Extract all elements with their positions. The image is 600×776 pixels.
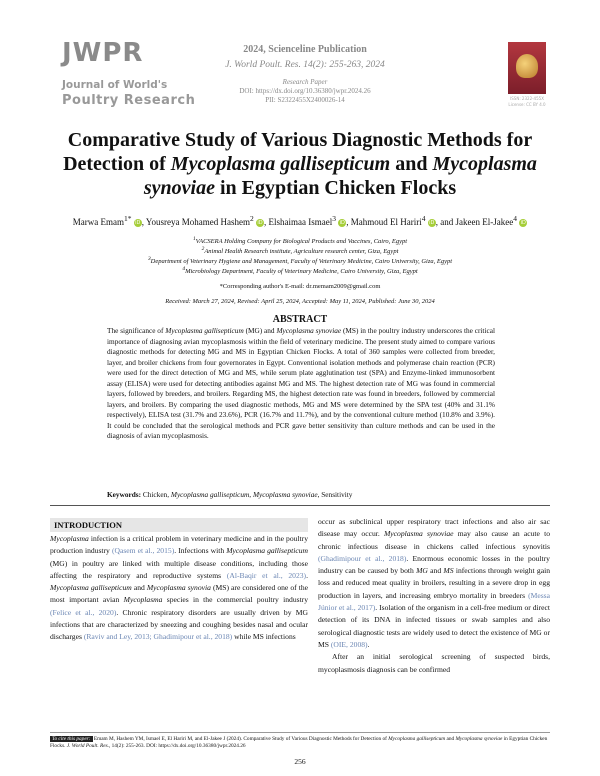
body-text: (MS) are considered one of the most important avian	[50, 583, 309, 605]
affiliation-text: VACSERA Holding Company for Biological Products and Vaccines, Cairo, Egypt	[195, 238, 408, 246]
orcid-icon[interactable]: iD	[520, 219, 526, 226]
species-name: Mycoplasma gallisepticum	[226, 546, 308, 556]
author-sup: 2	[250, 214, 254, 223]
body-text: species in the commercial poultry industry	[162, 595, 309, 605]
journal-logo-name	[62, 78, 195, 108]
citation-link[interactable]: (Felice et al., 2020)	[50, 607, 117, 617]
body-text: . Enormous economic losses in the poultry industry can be caused by both	[318, 553, 550, 576]
citation-link[interactable]: (Qasem et al., 2015)	[111, 546, 175, 556]
footer-species: Mycoplasma synoviae	[455, 736, 503, 742]
journal-citation: J. World Poult. Res. 14(2): 255-263, 2024	[225, 60, 385, 70]
species-name: Mycoplasma synovia	[146, 583, 211, 593]
affiliation-text: Animal Health Research institute, Agriculture research center, Giza, Egypt	[204, 248, 399, 256]
title-species: synoviae	[143, 177, 215, 199]
keyword-sep: ,	[249, 490, 253, 499]
title-line-1: Comparative Study of Various Diagnostic Methods for	[67, 129, 533, 151]
page-number: 256	[294, 757, 306, 766]
publication-dates: Received: March 27, 2024, Revised: April 25, 2024, Accepted: May 11, 2024, Published: June 30, 2024	[165, 298, 435, 305]
body-text: . Chronic respiratory disorders are usually driven by MG infections that are characterized by sneezing and coughing besides nasal and ocular discharges	[50, 607, 308, 642]
journal-cover-image	[508, 42, 546, 94]
affiliation	[40, 236, 560, 245]
abstract-text: (MS) in the poultry industry underscores the critical importance of diagnosing avian mycoplasmosis within the field of veterinary medicine. The present study aimed to compare various diagnostic methods for detecting MG and MS in Egyptian Chicken Flocks. A total of 360 samples were collected from breeder, layer, and broiler chickens from four governorates in Egypt. Conventional isolation methods and polymerase chain reaction (PCR) were used for the direct detection of MG and MS, while serum plate agglutination test (SPA) and Enzyme-linked immunosorbent assay (ELISA) were used for detecting antibodies against MG and MS. The highest detection rate of MG was found in commercial layers, followed by breeders, and broilers. Regarding MS, the highest detection rate was found in breeders, followed by commercial layers, and broilers. By comparing the used diagnostic methods, MG and MS were determined by the SPA test (40% and 31.1% respectively), ELISA test (31.7% and 23.6%), PCR (16.7% and 11.7%), and by the conventional culture method (10.8% and 3.9%). It could be concluded that the serological methods and PCR gave better sensitivity than culture methods and can be used in the diagnosis of avian mycoplasmosis.	[107, 326, 495, 441]
body-text: . Isolation of the organism in a cell-free medium or direct detection of its DNA in infected tissues or swab samples and also serological diagnostic tests are widely used to detect the existence of MG or MS	[318, 603, 551, 649]
title-line-3	[40, 176, 560, 200]
body-text: infections through weight gain loss and reduced meat quality in broilers, resulting in a severe drop in egg production in layers, and increasing embryo mortality in breeders	[318, 566, 550, 600]
title-text: in Egyptian Chicken Flocks	[214, 177, 457, 199]
body-text: occur as subclinical upper respiratory tract infections and also air sac disease may occur.	[318, 517, 550, 539]
orcid-icon[interactable]: iD	[257, 219, 263, 226]
keyword: Mycoplasma synoviae	[252, 490, 318, 499]
author-sup: 4	[513, 214, 517, 223]
keyword: Mycoplasma gallisepticum	[170, 490, 250, 499]
cover-issn: ISSN: 2322-455X	[510, 96, 544, 101]
species-name: MS	[443, 566, 454, 576]
doi-link[interactable]: DOI: https://dx.doi.org/10.36380/jwpr.2024.26	[239, 87, 371, 95]
pii: PII: S2322455X2400026-14	[265, 96, 345, 104]
body-text: . Infections with	[174, 546, 227, 556]
orcid-icon[interactable]: iD	[429, 219, 435, 226]
cover-license: License: CC BY 4.0	[508, 102, 546, 107]
cover-caption	[504, 96, 550, 108]
author-name: , Elshaimaa Ismael	[264, 217, 333, 227]
journal-logo-line2: Poultry Research	[62, 93, 196, 108]
species-name: MG	[416, 566, 428, 576]
affiliation-sup: 4	[182, 266, 186, 272]
body-text: .	[367, 639, 370, 649]
author-list	[30, 214, 570, 227]
body-text: may also cause an acute to chronic infectious disease in chickens called infectious synovitis	[318, 529, 550, 551]
title-text: Detection of	[63, 153, 171, 175]
keyword: , Sensitivity	[317, 490, 353, 499]
footer-journal: J. World Poult. Res.,	[66, 743, 111, 750]
citation-link[interactable]: (Messa Júnior et al., 2017)	[318, 590, 550, 613]
author-sup: 1*	[124, 214, 132, 223]
abstract-heading: ABSTRACT	[272, 314, 328, 325]
citation-link[interactable]: (Raviv and Ley, 2013; Ghadimipour et al., 2018)	[83, 632, 233, 642]
abstract-text: The significance of	[107, 326, 166, 335]
affiliation-sup: 2	[201, 246, 205, 252]
affiliation-sup: 1	[192, 236, 196, 242]
section-heading-introduction: INTRODUCTION	[50, 518, 308, 532]
author-name: Marwa Emam	[72, 217, 125, 227]
keyword: Chicken,	[141, 490, 171, 499]
paper-title	[40, 128, 560, 200]
divider	[50, 505, 550, 506]
keywords-label: Keywords:	[107, 490, 142, 499]
corresponding-email[interactable]: *Corresponding author's E-mail: dr.memam2009@gmail.com	[219, 283, 381, 290]
body-text: .	[306, 570, 308, 580]
footer-divider	[50, 732, 550, 733]
title-text: and	[390, 153, 433, 175]
affiliation	[40, 256, 560, 265]
affiliation-text: Microbiology Department, Faculty of Veterinary Medicine, Cairo University, Giza, Egypt	[185, 268, 418, 276]
affiliation	[40, 266, 560, 275]
abstract-species: Mycoplasma synoviae	[276, 326, 342, 335]
footer-text: in Egyptian Chicken Flocks.	[50, 736, 548, 750]
citation-link[interactable]: (Ghadimipour et al., 2018)	[318, 553, 407, 563]
paragraph: After an initial serological screening of suspected birds, mycoplasmosis diagnosis can be confirmed	[318, 652, 550, 674]
author-name: , Yousreya Mohamed Hashem	[141, 217, 251, 227]
title-species: Mycoplasma	[432, 153, 537, 175]
body-text: and	[427, 566, 444, 576]
citation-link[interactable]: (Al-Baqir et al., 2023)	[226, 570, 307, 580]
body-text: while MS infections	[232, 632, 296, 642]
species-name: Mycoplasma	[123, 595, 163, 605]
publisher: 2024, Scienceline Publication	[243, 44, 367, 55]
intro-column-left	[50, 533, 308, 644]
author-sup: 3	[332, 214, 336, 223]
citation-footer	[50, 736, 560, 751]
body-text: (MG) in poultry are linked with multiple disease conditions, including those affecting the respiratory and reproductive systems	[50, 558, 308, 580]
affiliation	[40, 246, 560, 255]
affiliation-sup: 3	[147, 256, 151, 262]
citation-link[interactable]: (OIE, 2008)	[330, 639, 368, 649]
keywords	[107, 490, 507, 499]
title-line-2	[40, 152, 560, 176]
footer-text: Emam M, Hashem YM, Ismael E, El Hariri M, and El-Jakee J (2024). Comparative Study of Various Diagnostic Methods for Detection of	[92, 736, 389, 742]
footer-text[interactable]: 14(2): 255-263. DOI: https://dx.doi.org/10.36380/jwpr.2024.26	[110, 743, 246, 750]
paper-type: Research Paper	[282, 78, 328, 86]
journal-logo: JWPR	[62, 38, 144, 68]
title-species: Mycoplasma gallisepticum	[170, 153, 391, 175]
journal-logo-line1: Journal of World's	[62, 79, 168, 91]
orcid-icon[interactable]: iD	[339, 219, 345, 226]
body-text: infection is a critical problem in veterinary medicine and in the poultry production industry	[50, 534, 308, 556]
abstract-text: (MG) and	[243, 326, 277, 335]
species-name: Mycoplasma synoviae	[383, 529, 454, 539]
species-name: Mycoplasma gallisepticum	[50, 583, 132, 593]
footer-text: and	[445, 736, 456, 742]
orcid-icon[interactable]: iD	[135, 219, 141, 226]
body-text: and	[131, 583, 147, 593]
author-name: , Mahmoud El Hariri	[346, 217, 422, 227]
chicken-icon	[516, 54, 538, 78]
affiliation-text: Department of Veterinary Hygiene and Management, Faculty of Veterinary Medicine, Cairo University, Giza, Egypt	[150, 258, 453, 266]
abstract-body	[107, 326, 495, 442]
footer-species: Mycoplasma gallisepticum	[388, 736, 446, 742]
abstract-species: Mycoplasma gallisepticum	[165, 326, 244, 335]
intro-column-right	[318, 516, 550, 676]
species-name: Mycoplasma	[50, 534, 89, 543]
author-sup: 4	[421, 214, 426, 223]
to-cite-label: To cite this paper:	[52, 736, 91, 742]
author-name: , and Jakeen El-Jakee	[435, 217, 514, 227]
